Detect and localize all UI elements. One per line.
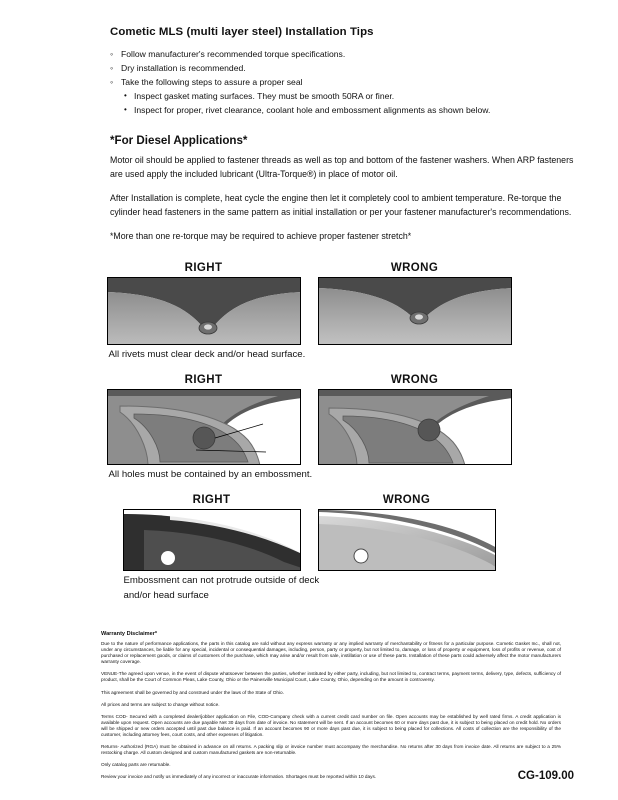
figure-wrong-protrusion	[318, 494, 496, 571]
figures-section	[44, 262, 574, 601]
figure-row-embossment	[44, 374, 574, 465]
figure-label-right: RIGHT	[184, 373, 223, 386]
list-item: ◦ Follow manufacturer's recommended torque specifications.	[110, 47, 574, 61]
figure-label-right: RIGHT	[192, 493, 231, 506]
protrusion-right-illustration	[124, 510, 301, 571]
figure-caption-protrusion-line2: and/or head surface	[123, 589, 209, 601]
figure-right-rivets	[107, 262, 301, 345]
warranty-paragraph: This agreement shall be governed by and construed under the laws of the State of Ohio.	[101, 689, 284, 695]
retorque-note: *More than one re-torque may be required to achieve proper fastener stretch*	[110, 231, 412, 242]
warranty-paragraph: Terms COD- Secured with a completed dealer/jobber application on File, COD-Company check with a current credit card number on file. Open accounts may be established by well rated firms. A credit application is available upon request. Open accounts are due payable Net 30 days from date of invoice. No statement will be sent. If an account becomes 60 or more days past due, it is subject to being placed on credit hold. No orders will be shipped or new orders accepted until past due balance is paid. If an account becomes 90 or more days past due, it is subject to being placed for collections. All costs of collection are the responsibility of the customer, including attorney fees, court costs, and other expenses of litigation.	[101, 713, 561, 737]
installation-tips-list	[110, 47, 574, 89]
list-item: ◦ Take the following steps to assure a proper seal	[110, 75, 574, 89]
figure-image-wrong-protrusion	[318, 509, 496, 571]
figure-image-wrong-embossment	[318, 389, 512, 465]
figure-right-embossment	[107, 374, 301, 465]
figure-image-right-protrusion	[123, 509, 301, 571]
protrusion-wrong-illustration	[319, 510, 496, 571]
page-title: Cometic MLS (multi layer steel) Installation Tips	[110, 26, 374, 38]
figure-row-rivets	[44, 262, 574, 345]
warranty-paragraph: Returns- Authorized (RGA) must be obtained in advance on all returns. A packing slip or invoice number must accompany the merchandise. No returns after 30 days from invoice date. All returns are subject to a 25% restocking charge. All custom designed and custom manufactured gaskets are non-returnable.	[101, 744, 561, 756]
installation-tips-sublist	[110, 89, 574, 117]
figure-image-right-embossment	[107, 389, 301, 465]
diesel-paragraph-2: After Installation is complete, heat cycle the engine then let it completely cool to ambient temperature. Re-torque the cylinder head fasteners in the same pattern as initial installation or per your fastener manufacturer's recommendations.	[110, 193, 572, 217]
document-number: CG-109.00	[517, 770, 574, 782]
rivet-wrong-illustration	[319, 278, 512, 345]
embossment-wrong-illustration	[319, 390, 512, 465]
figure-caption-rivets: All rivets must clear deck and/or head surface.	[108, 348, 306, 360]
diesel-applications-heading: *For Diesel Applications*	[110, 134, 248, 147]
figure-caption-protrusion-line1: Embossment can not protrude outside of deck	[123, 574, 320, 586]
list-item: • Inspect for proper, rivet clearance, coolant hole and embossment alignments as shown below.	[124, 103, 574, 117]
figure-label-wrong: WRONG	[382, 493, 431, 506]
warranty-paragraph: All prices and terms are subject to change without notice.	[101, 701, 220, 707]
figure-row-protrusion	[44, 494, 574, 571]
figure-image-wrong-rivets	[318, 277, 512, 345]
warranty-section	[101, 631, 561, 781]
warranty-paragraph: Only catalog parts are returnable.	[101, 762, 171, 768]
figure-wrong-embossment	[318, 374, 512, 465]
caption-wrap-protrusion	[122, 575, 497, 601]
rivet-right-illustration	[108, 278, 301, 345]
caption-wrap-embossment	[107, 469, 512, 480]
warranty-paragraph: Due to the nature of performance applications, the parts in this catalog are sold without any express warranty or any implied warranty of merchantability or fitness for a particular purpose. Cometic Gasket Inc., shall not, under any circumstances, be liable for any special, incidental or consequential damages, including, person, party or property, but not limited to, damage, or loss of property or equipment, loss of profits or revenue, cost of purchased or replacement goods, or claims of customers of the purchase, which may arise and/or result from sale, instillation or use of these parts. Installation of these parts could adversely affect the motor manufacturers warranty coverage.	[101, 640, 561, 665]
list-item: ◦ Dry installation is recommended.	[110, 61, 574, 75]
warranty-paragraph: Review your invoice and notify us immediately of any incorrect or inaccurate information. Shortages must be reported within 10 days.	[101, 774, 377, 780]
figure-right-protrusion	[123, 494, 301, 571]
figure-wrong-rivets	[318, 262, 512, 345]
figure-caption-embossment: All holes must be contained by an embossment.	[108, 468, 313, 480]
warranty-paragraph: VENUE-The agreed upon venue, in the event of dispute whatsoever between the parties, whether instituted by either party, including, but not limited to, contract terms, payment terms, delivery, type, defects, sufficiency of product, shall be the Court of Common Pleas, Lake County, Ohio or the Painesville Municipal Court, Lake County, Ohio, depending on the amount in controversy.	[101, 671, 561, 683]
figure-label-right: RIGHT	[184, 261, 223, 274]
embossment-right-illustration	[108, 390, 301, 465]
figure-image-right-rivets	[107, 277, 301, 345]
figure-label-wrong: WRONG	[390, 261, 439, 274]
list-item: • Inspect gasket mating surfaces. They must be smooth 50RA or finer.	[124, 89, 574, 103]
caption-wrap-rivets	[107, 349, 512, 360]
warranty-heading: Warranty Disclaimer*	[101, 630, 158, 637]
diesel-paragraph-1: Motor oil should be applied to fastener threads as well as top and bottom of the fastener washers. When ARP fasteners are used apply the included lubricant (Ultra-Torque®) in place of motor oil.	[110, 155, 574, 179]
figure-label-wrong: WRONG	[390, 373, 439, 386]
